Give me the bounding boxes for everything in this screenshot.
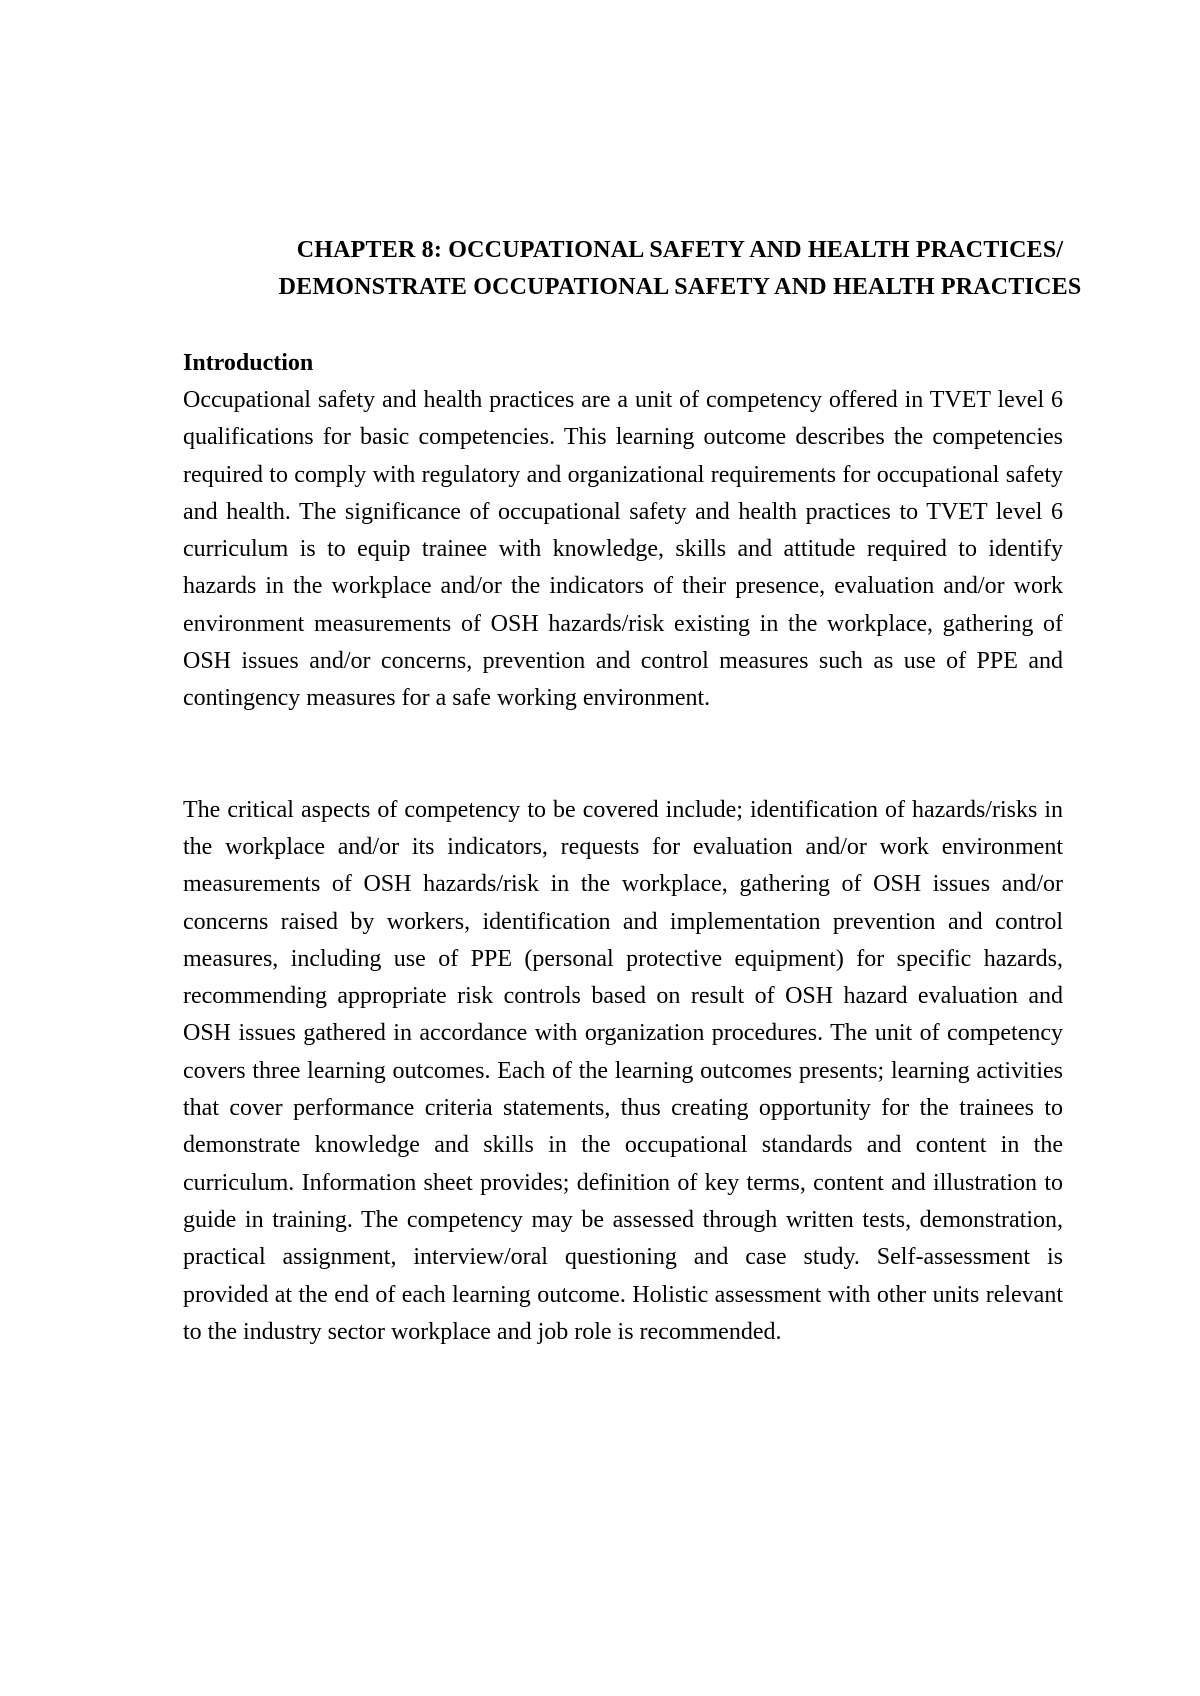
introduction-paragraph: Occupational safety and health practices are a unit of competency offered in TVET level 6 qualifications for basic competencies. This learning outcome describes the competencies required to comply with regulatory and organizational requirements for occupational safety and health. The significance of occupational safety and health practices to TVET level 6 curriculum is to equip trainee with knowledge, skills and attitude required to identify hazards in the workplace and/or the indicators of their presence, evaluation and/or work environment measurements of OSH hazards/risk existing in the workplace, gathering of OSH issues and/or concerns, prevention and control measures such as use of PPE and contingency measures for a safe working environment. [183,387,1063,712]
critical-aspects-paragraph: The critical aspects of competency to be covered include; identification of hazards/risks in the workplace and/or its indicators, requests for evaluation and/or work environment measurements of OSH hazards/risk in the workplace, gathering of OSH issues and/or concerns raised by workers, identification and implementation prevention and control measures, including use of PPE (personal protective equipment) for specific hazards, recommending appropriate risk controls based on result of OSH hazard evaluation and OSH issues gathered in accordance with organization procedures. The unit of competency covers three learning outcomes. Each of the learning outcomes presents; learning activities that cover performance criteria statements, thus creating opportunity for the trainees to demonstrate knowledge and skills in the occupational standards and content in the curriculum. Information sheet provides; definition of key terms, content and illustration to guide in training. The competency may be assessed through written tests, demonstration, practical assignment, interview/oral questioning and case study. Self-assessment is provided at the end of each learning outcome. Holistic assessment with other units relevant to the industry sector workplace and job role is recommended. [183,796,1063,1345]
introduction-heading: Introduction [183,350,314,376]
chapter-title [180,232,1180,306]
document-body [183,345,1063,1351]
chapter-title-line-2: DEMONSTRATE OCCUPATIONAL SAFETY AND HEALTH PRACTICES [278,274,1082,300]
chapter-title-line-1: CHAPTER 8: OCCUPATIONAL SAFETY AND HEALTH PRACTICES/ [296,237,1064,263]
